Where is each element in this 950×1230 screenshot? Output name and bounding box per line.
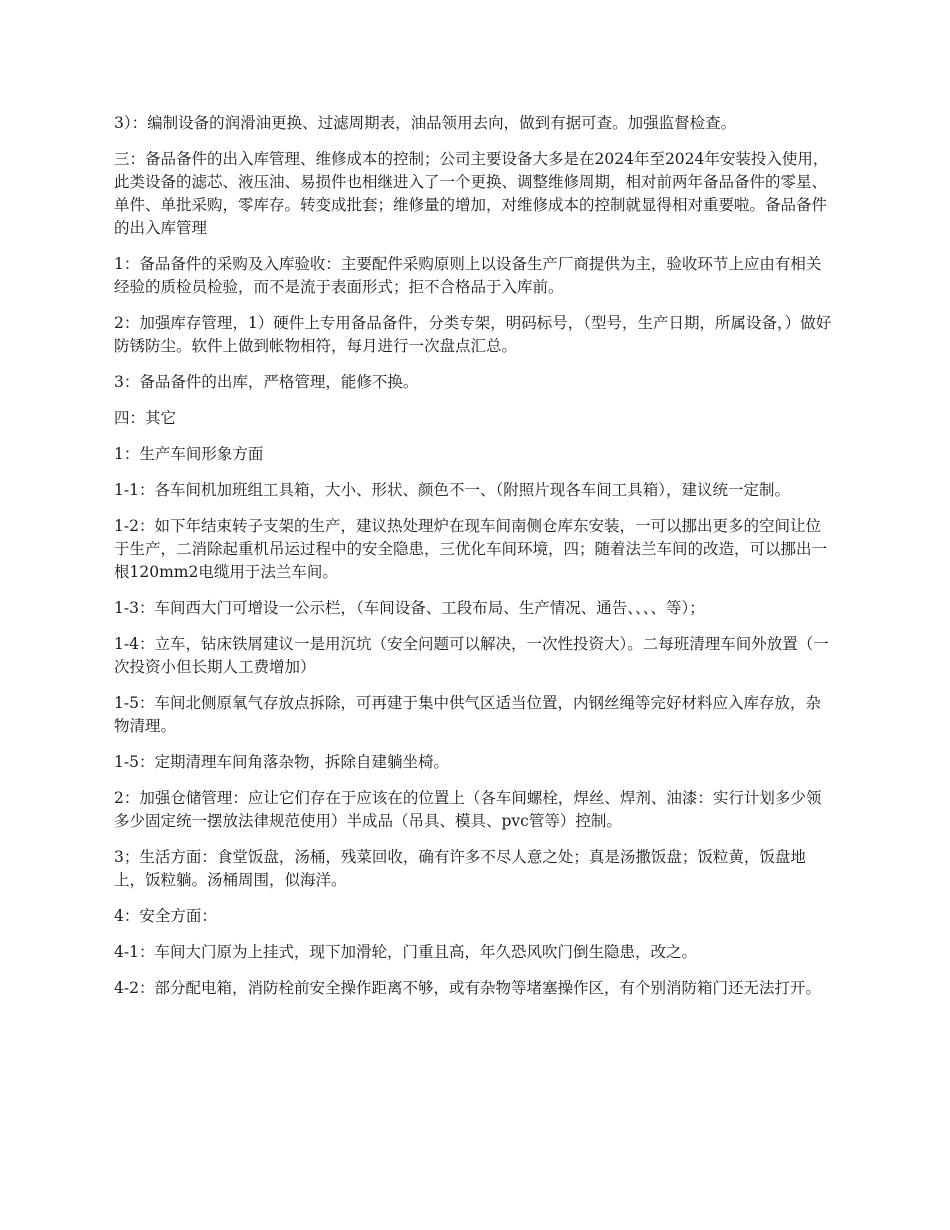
paragraph-corner-cleanup: 1-5：定期清理车间角落杂物，拆除自建躺坐椅。 — [114, 753, 449, 771]
document-body — [114, 112, 834, 1013]
paragraph-oxygen-storage: 1-5：车间北侧原氧气存放点拆除，可再建于集中供气区适当位置，内钢丝绳等完好材料应入库存放，杂物清理。 — [114, 694, 821, 735]
paragraph-bulletin-board: 1-3：车间西大门可增设一公示栏，（车间设备、工段布局、生产情况、通告、、、、等）； — [114, 599, 705, 617]
paragraph-outbound-control: 3：备品备件的出库，严格管理，能修不换。 — [114, 373, 419, 391]
paragraph-distribution-box: 4-2：部分配电箱，消防栓前安全操作距离不够，或有杂物等堵塞操作区，有个别消防箱门还无法打开。 — [114, 979, 821, 997]
paragraph-canteen: 3；生活方面：食堂饭盘，汤桶，残菜回收，确有许多不尽人意之处；真是汤撒饭盘；饭粒黄，饭盘地上，饭粒躺。汤桶周围，似海洋。 — [114, 848, 806, 889]
paragraph-iron-chips: 1-4：立车，钻床铁屑建议一是用沉坑（安全问题可以解决，一次性投资大）。二每班清理车间外放置（一次投资小但长期人工费增加） — [114, 635, 829, 676]
paragraph-purchase-acceptance: 1：备品备件的采购及入库验收：主要配件采购原则上以设备生产厂商提供为主，验收环节上应由有相关经验的质检员检验，而不是流于表面形式；拒不合格品于入库前。 — [114, 255, 822, 296]
paragraph-spare-parts-management: 三：备品备件的出入库管理、维修成本的控制；公司主要设备大多是在2024年至2024年安装投入使用，此类设备的滤芯、液压油、易损件也相继进入了一个更换、调整维修周期，相对前两年备品备件的零星、单件、单批采购，零库存。转变成批套；维修量的增加，对维修成本的控制就显得相对重要啦。备品备件的出入库管理 — [114, 150, 829, 237]
paragraph-workshop-door: 4-1：车间大门原为上挂式，现下加滑轮，门重且高，年久恐风吹门倒生隐患，改之。 — [114, 943, 697, 961]
subheading-safety: 4：安全方面： — [114, 907, 217, 925]
subheading-workshop-image: 1：生产车间形象方面 — [114, 445, 264, 463]
section-heading-other: 四：其它 — [114, 409, 177, 427]
paragraph-heat-treatment-furnace: 1-2：如下年结束转子支架的生产，建议热处理炉在现车间南侧仓库东安装，一可以挪出更多的空间让位于生产，二消除起重机吊运过程中的安全隐患，三优化车间环境，四；随着法兰车间的改造，可以挪出一根120mm2电缆用于法兰车间。 — [114, 517, 828, 581]
paragraph-warehouse-management: 2：加强仓储管理：应让它们存在于应该在的位置上（各车间螺栓，焊丝、焊剂、油漆：实行计划多少领多少固定统一摆放法律规范使用）半成品（吊具、模具、pvc管等）控制。 — [114, 789, 822, 830]
paragraph-lubrication-schedule: 3）：编制设备的润滑油更换、过滤周期表，油品领用去向，做到有据可查。加强监督检查。 — [114, 114, 737, 132]
paragraph-toolbox: 1-1：各车间机加班组工具箱，大小、形状、颜色不一、（附照片现各车间工具箱），建议统一定制。 — [114, 481, 790, 499]
paragraph-inventory-management: 2：加强库存管理，1）硬件上专用备品备件，分类专架，明码标号，（型号，生产日期，所属设备，）做好防锈防尘。软件上做到帐物相符，每月进行一次盘点汇总。 — [114, 314, 832, 355]
